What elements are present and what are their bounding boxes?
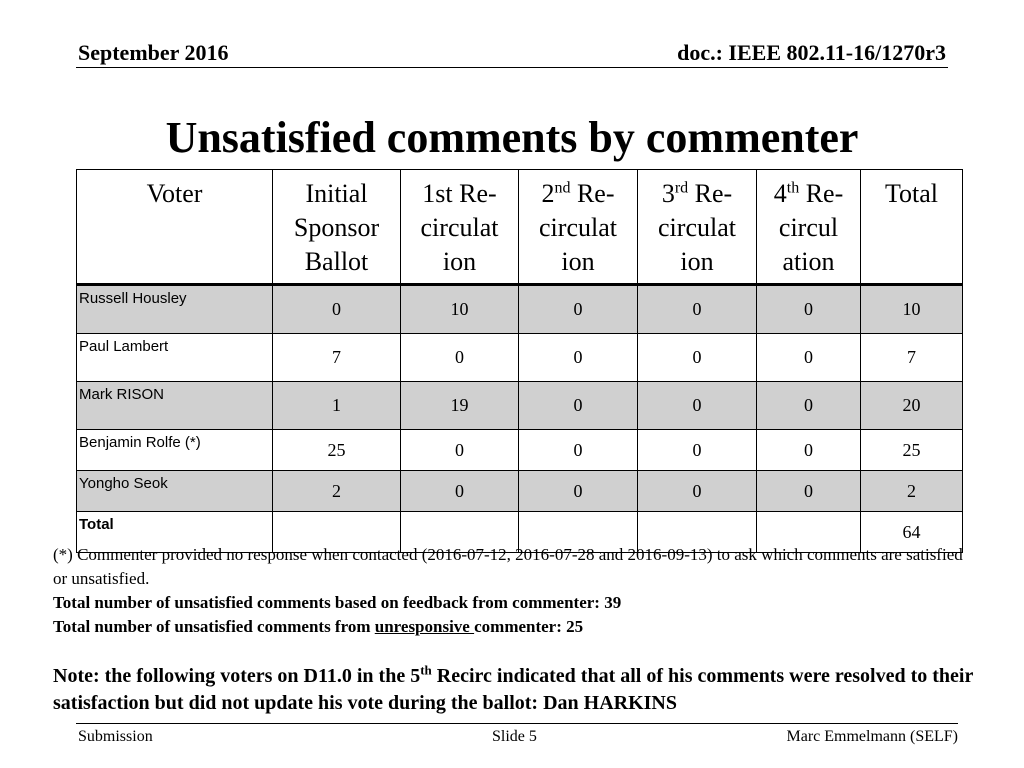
table-row [77,430,963,471]
table-row [77,285,963,334]
header-doc-id: doc.: IEEE 802.11-16/1270r3 [677,40,946,65]
cell-recirc-4: 0 [757,285,861,334]
cell-initial: 2 [273,471,401,512]
unresponsive-total-line: Total number of unsatisfied comments from unresponsive commenter: 25 [53,617,584,636]
cell-recirc-1: 19 [401,382,519,430]
cell-recirc-3: 0 [638,285,757,334]
voter-name: Benjamin Rolfe (*) [77,430,273,471]
cell-total: 2 [861,471,963,512]
footer-submission: Submission [78,728,153,745]
footer-divider [76,723,958,724]
column-header-recirc-2: 2nd Re-circulat ion [519,170,638,285]
column-header-voter: Voter [77,170,273,285]
column-header-total: Total [861,170,963,285]
comments-table [76,169,963,553]
table-row [77,471,963,512]
cell-recirc-4: 0 [757,471,861,512]
footer-author: Marc Emmelmann (SELF) [786,728,958,745]
cell-recirc-4: 0 [757,430,861,471]
header-divider [76,67,948,68]
table-row [77,334,963,382]
cell-total: 10 [861,285,963,334]
cell-recirc-1: 0 [401,334,519,382]
cell-recirc-2: 0 [519,471,638,512]
column-header-recirc-4: 4th Re-circul ation [757,170,861,285]
cell-recirc-1: 0 [401,430,519,471]
cell-total: 20 [861,382,963,430]
total-label: Total [77,512,273,553]
cell-recirc-1: 0 [401,471,519,512]
cell-total: 7 [861,334,963,382]
cell-recirc-3: 0 [638,430,757,471]
feedback-total-line: Total number of unsatisfied comments based on feedback from commenter: 39 [53,593,622,612]
voter-name: Russell Housley [77,285,273,334]
cell-recirc-2: 0 [519,382,638,430]
notes-block [53,543,973,639]
voter-name: Yongho Seok [77,471,273,512]
cell-recirc-3: 0 [638,471,757,512]
table-header-row [77,170,963,285]
cell-recirc-2: 0 [519,285,638,334]
cell-recirc-4: 0 [757,382,861,430]
cell-recirc-1: 10 [401,285,519,334]
slide-title: Unsatisfied comments by commenter [165,113,859,162]
cell-recirc-3: 0 [638,334,757,382]
cell-total: 25 [861,430,963,471]
cell-initial: 7 [273,334,401,382]
column-header-recirc-1: 1st Re-circulat ion [401,170,519,285]
table-row [77,382,963,430]
cell-initial: 25 [273,430,401,471]
cell-recirc-3: 0 [638,382,757,430]
footnote-unresponsive: (*) Commenter provided no response when contacted (2016-07-12, 2016-07-28 and 2016-09-13) to ask which comments are satisfied or unsatisfied. [53,545,963,588]
column-header-initial: Initial Sponsor Ballot [273,170,401,285]
header-date: September 2016 [78,40,229,65]
cell-grand-total: 64 [861,512,963,553]
harkins-note: Note: the following voters on D11.0 in the 5th Recirc indicated that all of his comments were resolved to their satisfaction but did not update his vote during the ballot: Dan HARKINS [53,662,973,714]
cell-recirc-2: 0 [519,430,638,471]
voter-name: Paul Lambert [77,334,273,382]
voter-name: Mark RISON [77,382,273,430]
column-header-recirc-3: 3rd Re-circulat ion [638,170,757,285]
cell-initial: 0 [273,285,401,334]
cell-recirc-2: 0 [519,334,638,382]
cell-recirc-4: 0 [757,334,861,382]
cell-initial: 1 [273,382,401,430]
footer-slide-number: Slide 5 [492,728,537,745]
